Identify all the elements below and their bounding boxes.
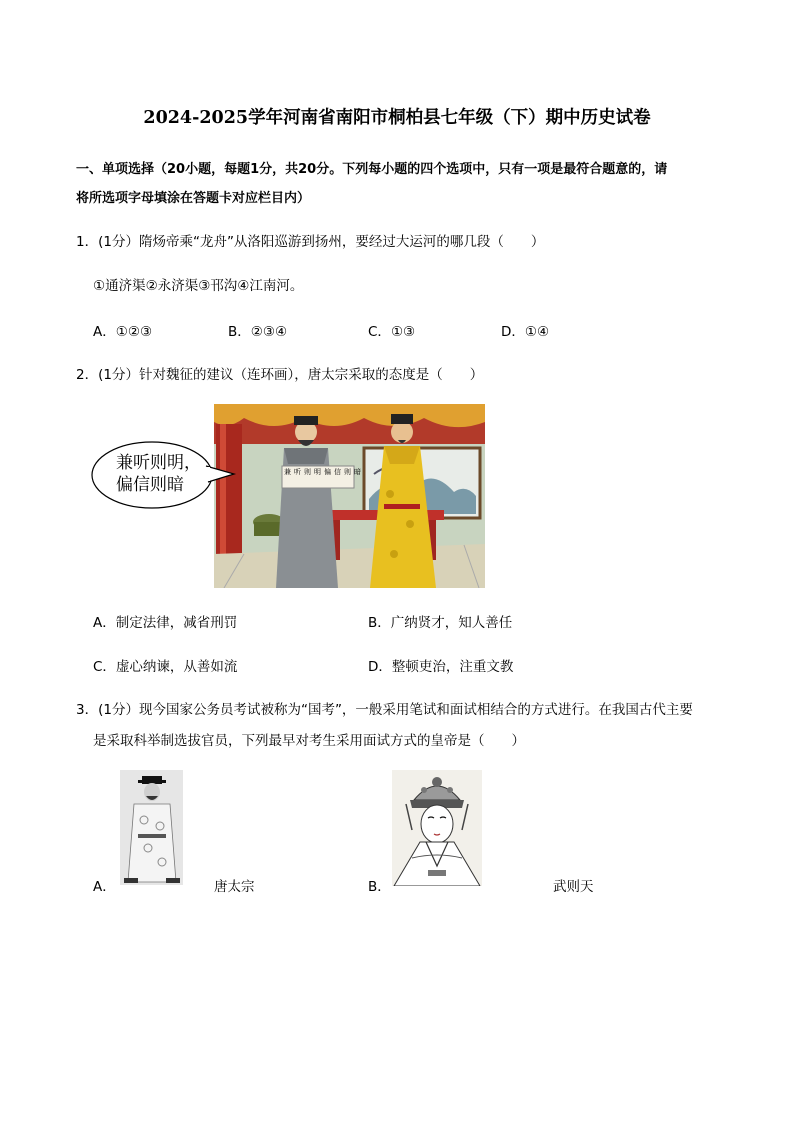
question-3-option-b-letter[interactable]: B． [368, 879, 391, 895]
section-heading-line2: 将所选项字母填涂在答题卡对应栏目内） [76, 191, 311, 206]
option-text: ①②③ [115, 324, 153, 340]
option-text: 广纳贤才，知人善任 [390, 615, 513, 631]
question-2-option-a[interactable] [93, 611, 237, 631]
question-1-option-d[interactable] [501, 320, 549, 340]
page-title: 2024-2025学年河南省南阳市桐柏县七年级（下）期中历史试卷 [143, 108, 651, 128]
scroll-char: 则 [304, 468, 311, 476]
option-letter: A． [93, 324, 116, 340]
option-text: ②③④ [250, 324, 288, 340]
question-2-stem: 2．(1分）针对魏征的建议（连环画），唐太宗采取的态度是（ ） [76, 367, 484, 383]
question-1-option-c[interactable] [368, 320, 415, 340]
scroll-char: 兼 [284, 468, 291, 476]
question-1-stem: 1．(1分）隋炀帝乘“龙舟”从洛阳巡游到扬州，要经过大运河的哪几段（ ） [76, 234, 545, 250]
scroll-text [284, 468, 361, 476]
speech-bubble-line2: 偏信则暗 [116, 475, 184, 495]
scroll-char: 明 [314, 468, 321, 476]
scroll-char: 则 [344, 468, 351, 476]
scroll-char: 信 [334, 468, 341, 476]
option-text: 虚心纳谏，从善如流 [115, 659, 238, 675]
question-2-option-d[interactable] [368, 655, 513, 675]
wu-zetian-portrait [392, 770, 482, 886]
section-heading [76, 155, 726, 213]
option-letter: A． [93, 615, 116, 631]
speech-bubble-text [116, 452, 201, 496]
scroll-char: 听 [294, 468, 301, 476]
option-letter: C． [368, 324, 391, 340]
option-letter: D． [368, 659, 392, 675]
section-heading-line1: 一、单项选择（20小题，每题1分，共20分。下列每小题的四个选项中，只有一项是最符合题意的，请 [76, 162, 668, 177]
question-2-option-b[interactable] [368, 611, 512, 631]
option-text: ①③ [390, 324, 416, 340]
scroll-char: 暗 [354, 468, 361, 476]
scroll-char: 偏 [324, 468, 331, 476]
question-3-option-b-text[interactable]: 武则天 [553, 879, 594, 895]
option-text: ①④ [524, 324, 550, 340]
question-3-option-a-letter[interactable]: A． [93, 879, 116, 895]
option-letter: B． [368, 615, 391, 631]
option-text: 整顿吏治，注重文教 [391, 659, 514, 675]
question-3-option-a-text[interactable]: 唐太宗 [214, 879, 255, 895]
option-letter: B． [228, 324, 251, 340]
speech-bubble-line1: 兼听则明， [116, 453, 201, 473]
comic-illustration [214, 404, 485, 588]
tang-taizong-portrait [120, 770, 183, 885]
question-3-stem-line1: 3．(1分）现今国家公务员考试被称为“国考”，一般采用笔试和面试相结合的方式进行。在我国古代主要 [76, 702, 693, 718]
question-3-stem-line2: 是采取科举制选拔官员，下列最早对考生采用面试方式的皇帝是（ ） [93, 733, 525, 749]
option-letter: D． [501, 324, 525, 340]
question-1-sub: ①通济渠②永济渠③邗沟④江南河。 [93, 278, 304, 294]
question-1-option-b[interactable] [228, 320, 287, 340]
option-letter: C． [93, 659, 116, 675]
question-1-option-a[interactable] [93, 320, 152, 340]
question-2-option-c[interactable] [93, 655, 237, 675]
option-text: 制定法律，减省刑罚 [115, 615, 238, 631]
